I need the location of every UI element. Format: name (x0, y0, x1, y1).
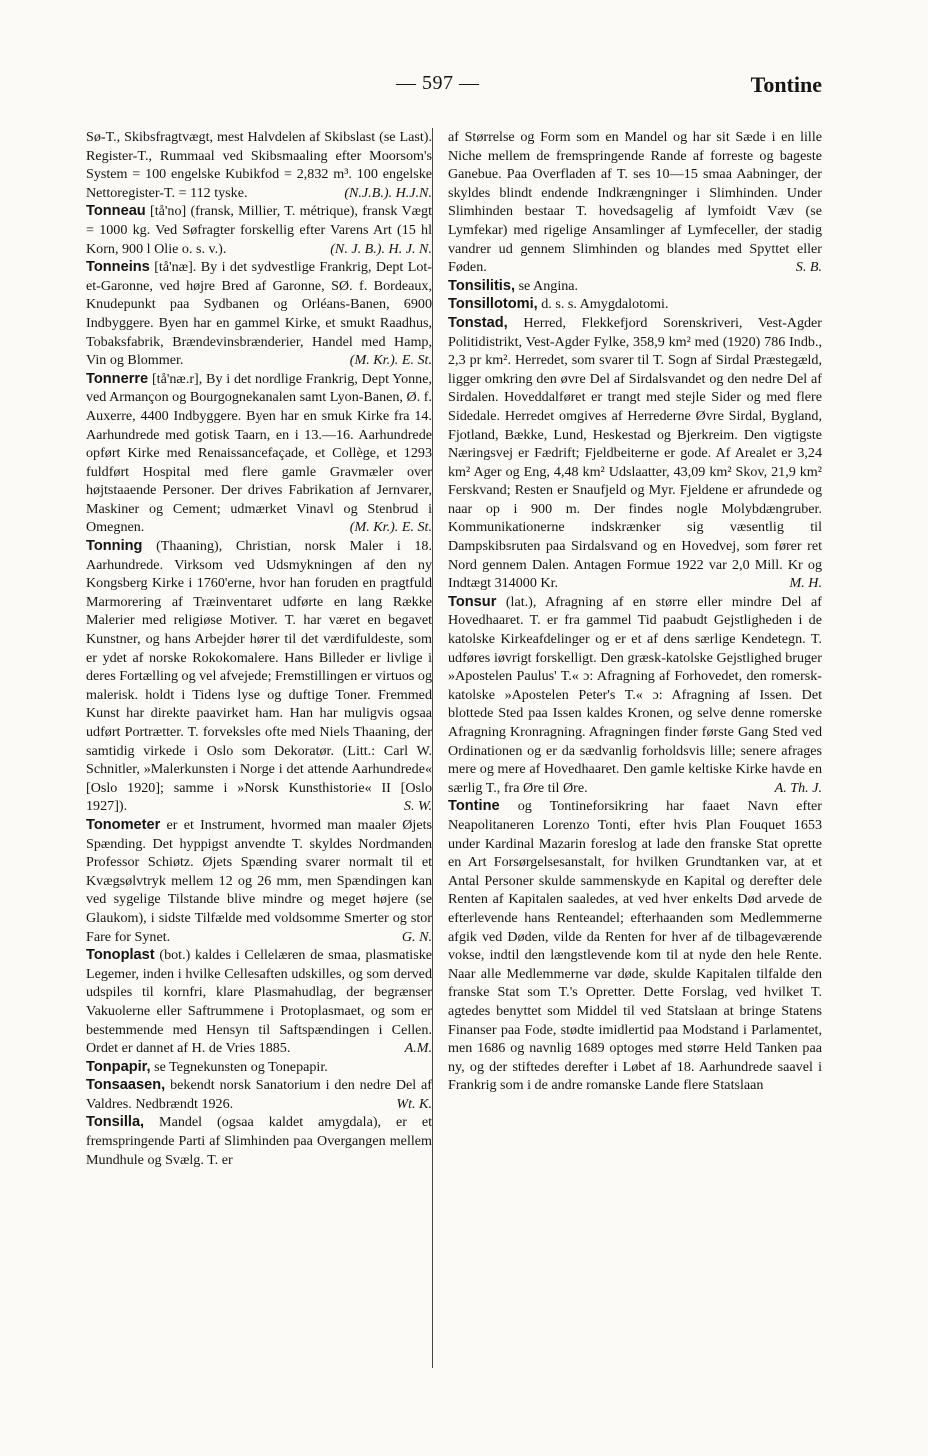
dictionary-entry (86, 816, 432, 946)
entry-text: [tå'næ]. By i det sydvestlige Frankrig, Dept Lot-et-Garonne, ved højre Bred af Garonne, SØ. f. Bordeaux, Knudepunkt paa Sydbanen og Orléans-Banen, 6900 Indbyggere. Byen har en gammel Kirke, et smukt Raadhus, Tobaksfabrik, Brændevinsbrænderier, Handel med Hamp, Vin og Blommer. (86, 259, 432, 369)
entry-signature: M. H. (789, 575, 822, 592)
entry-text: [tå'næ.r], By i det nordlige Frankrig, Dept Yonne, ved Armançon og Bourgognekanalen samt Lyon-Banen, Ø. f. Auxerre, 4400 Indbyggere. Byen har en smuk Kirke fra 14. Aarhundrede med gotisk Taarn, en i 13.—16. Aarhundrede opført Kirke med Renaissancefaçade, et Collège, et 1293 fuldført Hospital med flere gamle Gravmæler over højtstaaende Personer. Der drives Fabrikation af Jernvarer, Maskiner og Cement; udmærket Vinavl og Stenbrud i Omegnen. (86, 370, 432, 536)
entry-headword: Tonnerre (86, 370, 149, 387)
entry-text: Mandel (ogsaa kaldet amygdala), er et fremspringende Parti af Slimhinden paa Overgangen mellem Mundhule og Svælg. T. er (86, 1114, 432, 1168)
dictionary-entry (448, 128, 822, 277)
dictionary-entry (448, 314, 822, 593)
entry-text: (Thaaning), Christian, norsk Maler i 18. Aarhundrede. Virksom ved Udsmykningen af den ny Kongsberg Kirke i 1760'erne, hvor han foruden en pragtfuld Marmorering af Træinventaret udførte en lang Række Malerier med religiøse Motiver. T. har været en begavet Kunstner, og hans Arbejder hører til det værdifuldeste, som er ydet af norske Rokokomalere. Hans Billeder er livlige i deres Fortælling og vel afvejede; Fremstillingen er virtuos og malerisk. holdt i Tidens lyse og duftige Toner. Fremmed Kunst har direkte paavirket ham. Han har muligvis ogsaa udført Portrætter. T. forveksles ofte med Niels Thaaning, der samtidig virkede i Oslo som Dekoratør. (Litt.: Carl W. Schnitler, »Malerkunsten i Norge i det attende Aarhundrede« [Oslo 1920]; samme i »Norsk Kunsthistorie« II [Oslo 1927]). (86, 538, 433, 815)
entry-headword: Tonsilitis, (448, 277, 516, 294)
entry-headword: Tonsillotomi, (448, 296, 538, 313)
running-head: Tontine (750, 72, 822, 97)
entry-headword: Tonsaasen, (86, 1077, 166, 1094)
left-column (86, 128, 432, 1169)
entry-headword: Tonsilla, (86, 1114, 145, 1131)
entry-headword: Tonometer (86, 816, 161, 833)
entry-signature: A.M. (404, 1040, 432, 1057)
entry-signature: G. N. (401, 928, 432, 945)
entry-text: og Tontineforsikring har faaet Navn efter Neapolitaneren Lorenzo Tonti, efter hvis Plan Fouquet 1653 under Kardinal Mazarin foreslog at lade den franske Stat oprette en Art Forsørgelsesanstalt, for hvilken Grundtanken var, at et Antal Personer skulde sammenskyde en Kapital og derefter dele Renten af Kapitalen saaledes, at ved hver enkelts Død arvede de efterlevende hans Renteandel; efterhaanden som Medlemmerne afgik ved Døden, vilde da Renten for hver af de tilbageværende vokse, indtil den længstlevende kom til at nyde den hele Rente. Naar alle Medlemmerne var døde, skulde Kapitalen tilfalde den franske Stat som T.'s Opretter. Dette Forslag, ved hvilket T. agtedes benyttet som Middel til ved Statslaan at bringe Statens Finanser paa Fode, stødte imidlertid paa Modstand i Parlamentet, men 1686 og navnlig 1689 optoges med større Held Tanken paa ny, og der stiftedes derefter i Løbet af 18. Aarhundrede saavel i Frankrig som i de andre romanske Lande flere Statslaan (448, 798, 822, 1094)
entry-text: er et Instrument, hvormed man maaler Øjets Spænding. Det hyppigst anvendte T. skyldes Nordmanden Professor Schiøtz. Øjets Spænding svarer normalt til et Kvægsølvtryk mellem 12 og 26 mm, men Spændingen kan ved sygelige Tilstande blive mindre og meget højere (se Glaukom), i sidste Tilfælde med voldsomme Smerter og stor Fare for Synet. (86, 816, 432, 945)
dictionary-entry (86, 202, 432, 258)
entry-text: [tå'no] (fransk, Millier, T. métrique), fransk Vægt = 1000 kg. Ved Søfragter forskellig efter Varens Art (15 hl Korn, 900 l Olie o. s. v.). (86, 203, 432, 257)
entry-headword: Tontine (448, 798, 500, 815)
entry-text: af Størrelse og Form som en Mandel og har sit Sæde i en lille Niche mellem de fremspringende Rande af forreste og bageste Ganebue. Paa Overfladen af T. ses 10—15 smaa Aabninger, der skyldes blindt endende Indkrængninger i Slimhinden. Under Slimhinden bestaar T. hovedsagelig af lymfoidt Væv (se Lymfekar) med rigelige Ansamlinger af Lymfeceller, der stadig vandrer ud gennem Slimhinden og blandes med Spyttet eller Føden. (448, 129, 822, 276)
dictionary-entry (86, 258, 432, 370)
entry-text: Herred, Flekkefjord Sorenskriveri, Vest-Agder Politidistrikt, Vest-Agder Fylke, 358,9 km² med (1920) 786 Indb., 2,3 pr km². Herredet, som svarer til T. Sogn af Sirdal Præstegæld, ligger omkring den øvre Del af Sirdalsvandet og den nedre Del af Sirdalen. Hoveddalføret er trangt med stejle Sider og med flere Sidedale. Herredet omgives af Herrederne Øvre Sirdal, Bygland, Fjotland, Bække, Lund, Heskestad og Bjerkreim. Den vigtigste Næringsvej er Fædrift; Fjeldbeiterne er gode. Af Arealet er 3,24 km² Ager og Eng, 4,48 km² Udslaatter, 43,09 km² Skov, 21,9 km² Ferskvand; Resten er Snaufjeld og Myr. Fjeldene er afrundede og naar op i 900 m. Der findes nogle Molybdængruber. Kommunikationerne indskrænker sig væsentlig til Dampskibsruten paa Sirdalsvand og en Hovedvej, som fører ret Nord gennem Dalen. Antagen Formue 1922 var 2,0 Mill. Kr og Indtægt 314000 Kr. (448, 314, 822, 592)
right-column (448, 128, 822, 1095)
entry-headword: Tonning (86, 538, 143, 555)
entry-headword: Tonneins (86, 259, 150, 276)
dictionary-entry (86, 128, 432, 202)
entry-signature: S. W. (403, 798, 432, 815)
entry-text: bekendt norsk Sanatorium i den nedre Del af Valdres. Nedbrændt 1926. (86, 1077, 432, 1112)
entry-text: Sø-T., Skibsfragtvægt, mest Halvdelen af Skibslast (se Last). Register-T., Rummaal ved Skibsmaaling efter Moorsom's System = 100 engelske Kubikfod = 2,832 m³. 100 engelske Nettoregister-T. = 112 tyske. (86, 129, 432, 201)
entry-signature: (N.J.B.). H.J.N. (344, 184, 432, 201)
page-number: — 597 — (396, 72, 480, 94)
entry-signature: (N. J. B.). H. J. N. (330, 240, 432, 257)
article-columns (86, 128, 822, 1378)
dictionary-entry (86, 1076, 432, 1113)
entry-text: se Angina. (518, 277, 579, 294)
entry-headword: Tonoplast (86, 947, 155, 964)
entry-text: (lat.), Afragning af en større eller mindre Del af Hovedhaaret. T. er fra gammel Tid paabudt Gejstligheden i de katolske Kirkeafdelinger og er et af dens særlige Kendetegn. T. udføres iøvrigt forskelligt. Den græsk-katolske Gejstlighed bruger »Apostelen Paulus' T.« ɔ: Afragning af Forhovedet, den romersk-katolske »Apostelen Peter's T.« ɔ: Afragning af Issen. Det blottede Sted paa Issen kaldes Kronen, og selve denne romerske Afragning Kronragning. Afragningen finder første Gang Sted ved Ordinationen og er da sædvanlig forholdsvis lille; senere afrages mere og mere af Hovedhaaret. Den gamle keltiske Kirke havde en særlig T., fra Øre til Øre. (448, 593, 822, 796)
dictionary-entry (86, 946, 432, 1058)
dictionary-entry (86, 370, 432, 537)
dictionary-entry (86, 1058, 432, 1077)
entry-text: (bot.) kaldes i Cellelæren de smaa, plasmatiske Legemer, inden i hvilke Cellesaften udskilles, og som derved udspiles til kornfri, klare Plasmahudlag, der begrænser Vakuolerne eller Saftrummene i Protoplasmaet, og som er bestemmende med Hensyn til Saftspændingen i Cellen. Ordet er dannet af H. de Vries 1885. (86, 947, 432, 1057)
entry-headword: Tonsur (448, 593, 497, 610)
entry-signature: (M. Kr.). E. St. (349, 519, 432, 536)
entry-signature: Wt. K. (396, 1095, 432, 1112)
dictionary-entry (448, 593, 822, 798)
entry-text: d. s. s. Amygdalotomi. (541, 296, 669, 313)
entry-headword: Tonstad, (448, 314, 508, 331)
dictionary-entry (86, 1113, 432, 1169)
dictionary-entry (448, 295, 822, 314)
entry-signature: (M. Kr.). E. St. (349, 352, 432, 369)
entry-signature: A. Th. J. (774, 779, 822, 796)
dictionary-entry (86, 537, 432, 816)
dictionary-entry (448, 797, 822, 1095)
page-header (0, 72, 928, 106)
entry-text: se Tegnekunsten og Tonepapir. (154, 1058, 328, 1075)
entry-headword: Tonpapir, (86, 1058, 151, 1075)
dictionary-entry (448, 277, 822, 296)
entry-headword: Tonneau (86, 203, 146, 220)
entry-signature: S. B. (795, 259, 822, 276)
